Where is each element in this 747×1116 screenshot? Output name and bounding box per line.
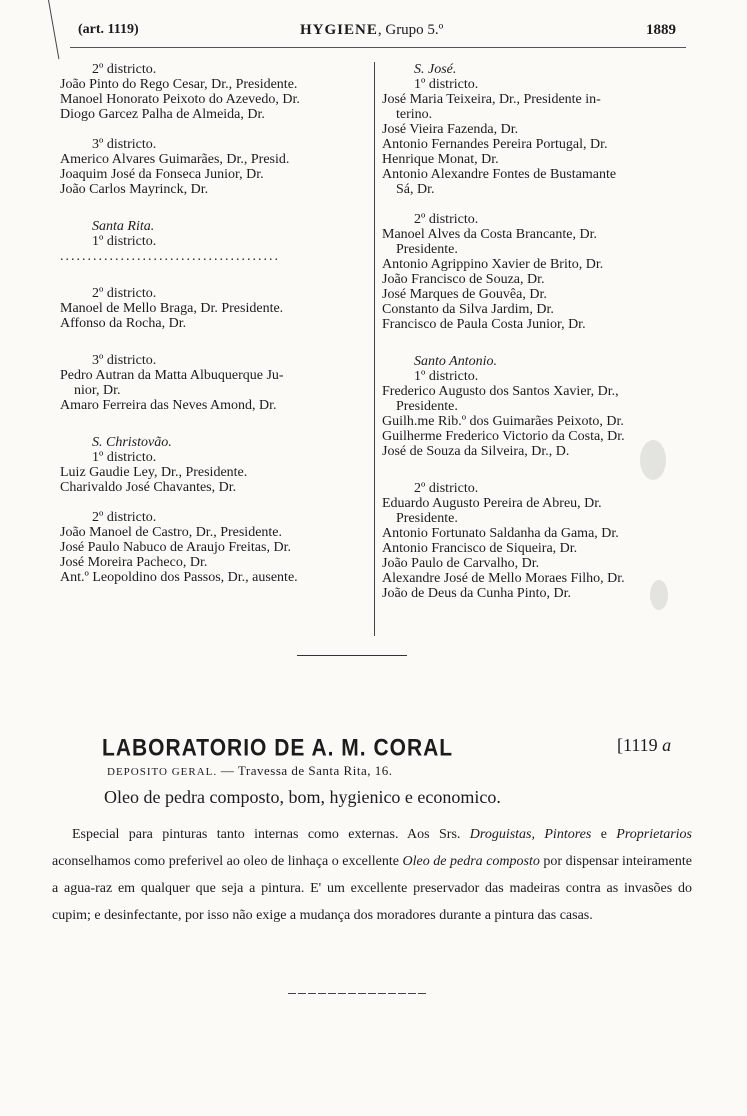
member-line: Henrique Monat, Dr.	[382, 152, 499, 167]
member-line: Francisco de Paula Costa Junior, Dr.	[382, 317, 586, 332]
member-line: João Paulo de Carvalho, Dr.	[382, 556, 540, 571]
parish-heading: S. José.	[414, 62, 457, 77]
district-heading: 1º districto.	[414, 369, 479, 384]
member-line: José Moreira Pacheco, Dr.	[60, 555, 208, 570]
member-line: Alexandre José de Mello Moraes Filho, Dr.	[382, 571, 625, 586]
ad-title: LABORATORIO DE A. M. CORAL	[102, 735, 454, 762]
district-heading: 2º districto.	[92, 286, 157, 301]
member-line: Presidente.	[396, 242, 458, 257]
member-line: Ant.º Leopoldino dos Passos, Dr., ausente.	[60, 570, 298, 585]
member-line: Presidente.	[396, 511, 458, 526]
member-line: Antonio Fernandes Pereira Portugal, Dr.	[382, 137, 608, 152]
member-line: Antonio Agrippino Xavier de Brito, Dr.	[382, 257, 604, 272]
ad-subtitle: Oleo de pedra composto, bom, hygienico e economico.	[104, 787, 501, 807]
ink-smudge	[640, 440, 666, 480]
member-line: Guilh.me Rib.º dos Guimarães Peixoto, Dr.	[382, 414, 624, 429]
member-line: Antonio Fortunato Saldanha da Gama, Dr.	[382, 526, 619, 541]
parish-heading: Santo Antonio.	[414, 354, 497, 369]
member-line: José Vieira Fazenda, Dr.	[382, 122, 519, 137]
right-column	[382, 62, 698, 601]
member-line: Frederico Augusto dos Santos Xavier, Dr.,	[382, 384, 619, 399]
member-line: Manoel de Mello Braga, Dr. Presidente.	[60, 301, 284, 316]
left-column	[60, 62, 372, 585]
member-line: João Pinto do Rego Cesar, Dr., Presidente.	[60, 77, 298, 92]
running-header	[0, 22, 747, 46]
member-line: Sá, Dr.	[396, 182, 435, 197]
parish-heading: S. Christovão.	[92, 435, 172, 450]
member-line: nior, Dr.	[74, 383, 121, 398]
article-reference: (art. 1119)	[78, 22, 139, 37]
member-line: Luiz Gaudie Ley, Dr., Presidente.	[60, 465, 248, 480]
member-line: João Carlos Mayrinck, Dr.	[60, 182, 209, 197]
district-heading: 3º districto.	[92, 137, 157, 152]
member-line: José de Souza da Silveira, Dr., D.	[382, 444, 570, 459]
member-line: Pedro Autran da Matta Albuquerque Ju-	[60, 368, 284, 383]
district-heading: 3º districto.	[92, 353, 157, 368]
dotted-leader: ........................................	[60, 249, 280, 264]
district-heading: 2º districto.	[414, 212, 479, 227]
member-line: terino.	[396, 107, 433, 122]
member-line: Charivaldo José Chavantes, Dr.	[60, 480, 237, 495]
member-line: Constanto da Silva Jardim, Dr.	[382, 302, 554, 317]
member-line: Eduardo Augusto Pereira de Abreu, Dr.	[382, 496, 602, 511]
member-line: Presidente.	[396, 399, 458, 414]
page-title: HYGIENE, Grupo 5.º	[300, 22, 444, 38]
district-heading: 1º districto.	[92, 234, 157, 249]
ad-body-text: Especial para pinturas tanto internas como externas. Aos Srs. Droguistas, Pintores e Proprietarios aconselhamos como preferivel ao oleo de linhaça o excellente Oleo de pedra composto por dispensar inteiramente a agua-raz em qualquer que seja a pintura. E' um excellente preservador das madeiras contra as invasões do cupim; e desinfectante, por isso não exige a mudança dos moradores durante a pintura das casas.	[52, 827, 693, 923]
member-line: Americo Alvares Guimarães, Dr., Presid.	[60, 152, 290, 167]
member-line: Joaquim José da Fonseca Junior, Dr.	[60, 167, 264, 182]
header-rule	[70, 47, 686, 48]
district-heading: 1º districto.	[92, 450, 157, 465]
member-line: José Paulo Nabuco de Araujo Freitas, Dr.	[60, 540, 291, 555]
parish-heading: Santa Rita.	[92, 219, 155, 234]
member-line: Affonso da Rocha, Dr.	[60, 316, 187, 331]
member-line: Manoel Honorato Peixoto do Azevedo, Dr.	[60, 92, 300, 107]
member-line: Amaro Ferreira das Neves Amond, Dr.	[60, 398, 277, 413]
page-number: 1889	[646, 22, 676, 38]
member-line: João de Deus da Cunha Pinto, Dr.	[382, 586, 571, 601]
member-line: Guilherme Frederico Victorio da Costa, Dr.	[382, 429, 625, 444]
member-line: Antonio Francisco de Siqueira, Dr.	[382, 541, 578, 556]
district-heading: 2º districto.	[92, 510, 157, 525]
column-divider	[374, 62, 375, 636]
section-end-rule	[297, 655, 407, 656]
member-line: José Marques de Gouvêa, Dr.	[382, 287, 547, 302]
member-line: Diogo Garcez Palha de Almeida, Dr.	[60, 107, 265, 122]
member-line: Manoel Alves da Costa Brancante, Dr.	[382, 227, 598, 242]
district-heading: 2º districto.	[92, 62, 157, 77]
member-line: João Francisco de Souza, Dr.	[382, 272, 545, 287]
member-line: João Manoel de Castro, Dr., Presidente.	[60, 525, 283, 540]
member-line: Antonio Alexandre Fontes de Bustamante	[382, 167, 617, 182]
ad-end-rule	[288, 993, 428, 994]
district-heading: 2º districto.	[414, 481, 479, 496]
ad-address: DEPOSITO GERAL. — Travessa de Santa Rita, 16.	[107, 763, 393, 778]
ink-smudge	[650, 580, 668, 610]
member-line: José Maria Teixeira, Dr., Presidente in-	[382, 92, 601, 107]
district-heading: 1º districto.	[414, 77, 479, 92]
ad-reference: [1119 a	[617, 735, 672, 755]
